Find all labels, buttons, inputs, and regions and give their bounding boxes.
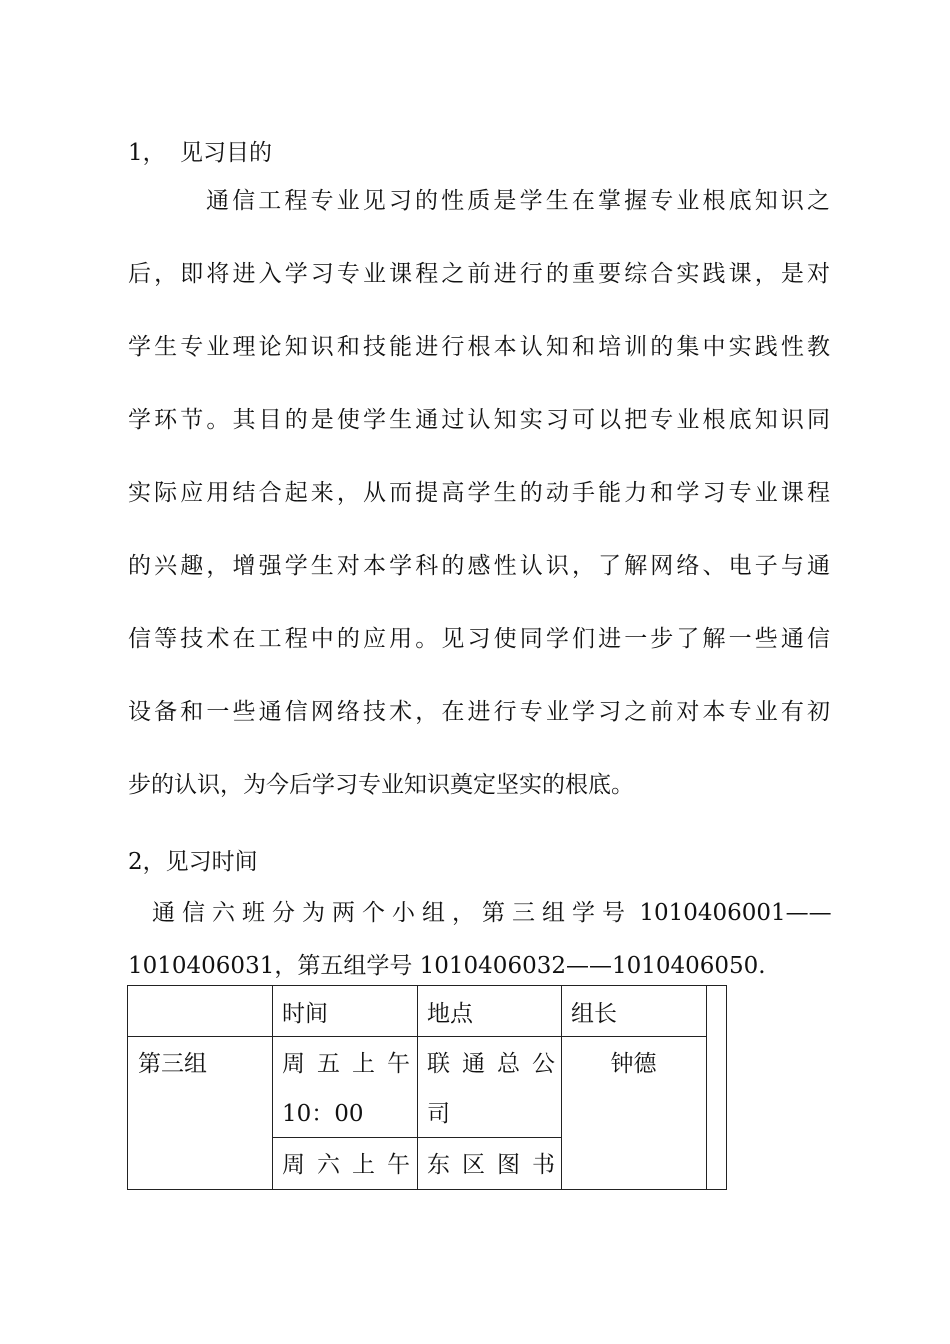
header-cell-time: 时间 [282,1001,328,1027]
section-1-heading [128,137,272,169]
paragraph-line: 实际应用结合起来，从而提高学生的动手能力和学习专业课程 [128,480,830,506]
header-cell-leader: 组长 [571,1001,617,1027]
section-1-number: 1， [128,140,166,166]
paragraph-line: 信等技术在工程中的应用。见习使同学们进一步了解一些通信 [128,626,830,652]
paragraph-line: 学生专业理论知识和技能进行根本认知和培训的集中实践性教 [128,334,830,360]
paragraph-line: 通信工程专业见习的性质是学生在掌握专业根底知识之 [206,188,830,214]
section-2-heading: 2，见习时间 [128,849,258,875]
paragraph-line: 1010406031，第五组学号 1010406032——1010406050. [128,953,766,979]
section-1-title: 见习目的 [180,140,272,166]
header-cell-empty [128,986,272,998]
time-text: 10：00 [282,1101,364,1127]
place-text: 联通总公 [427,1051,567,1077]
table-gridline [706,986,707,1189]
time-cell: 周六上午 [282,1152,422,1178]
place-cell: 东区图书 [427,1152,567,1178]
leader-cell: 钟德 [610,1051,657,1077]
paragraph-line: 设备和一些通信网络技术，在进行专业学习之前对本专业有初 [128,699,830,725]
group-name-cell: 第三组 [138,1051,207,1077]
schedule-table [127,985,727,1190]
paragraph-line: 学环节。其目的是使学生通过认知实习可以把专业根底知识同 [128,407,830,433]
header-cell-place: 地点 [427,1001,473,1027]
time-text: 周五上午 [282,1051,422,1077]
place-cell [417,1036,567,1137]
group-description: 通信六班分为两个小组，第三组学号 [152,900,632,926]
paragraph-line: 后，即将进入学习专业课程之前进行的重要综合实践课，是对 [128,261,830,287]
paragraph-line [128,897,830,950]
section-1-paragraph [128,185,830,842]
student-id-range-start: 1010406001—— [639,900,832,926]
place-text: 司 [427,1101,450,1127]
paragraph-line: 步的认识，为今后学习专业知识奠定坚实的根底。 [128,772,634,798]
paragraph-line: 的兴趣，增强学生对本学科的感性认识，了解网络、电子与通 [128,553,830,579]
time-cell [272,1036,422,1137]
